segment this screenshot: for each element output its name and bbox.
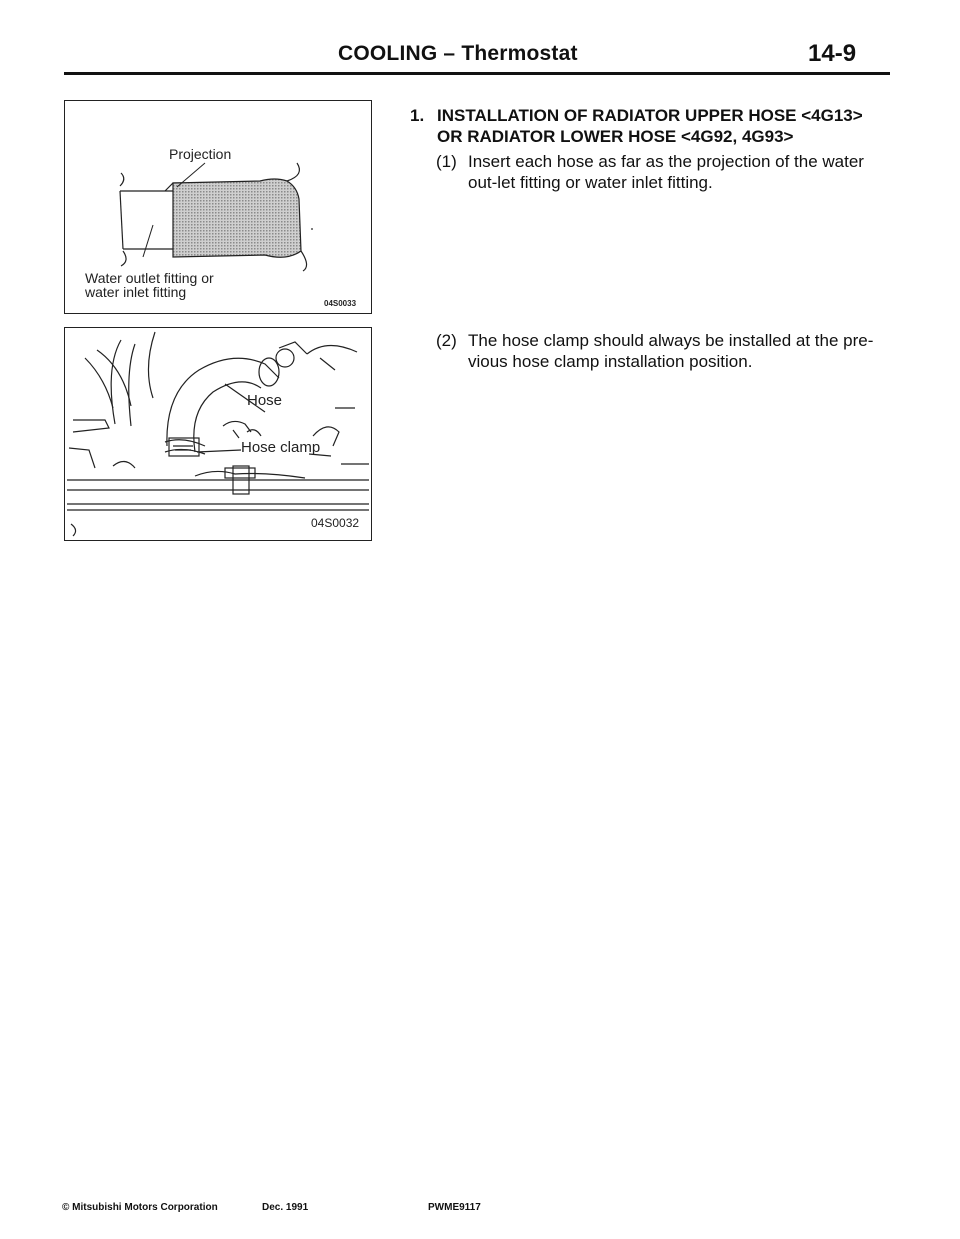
label-fitting-line1: Water outlet fitting or	[85, 270, 214, 286]
page-number: 14-9	[808, 40, 857, 67]
figure-hose-clamp	[64, 327, 372, 541]
figure-code: 04S0033	[324, 299, 357, 308]
figure-code: 04S0032	[311, 516, 360, 530]
step-number: (1)	[436, 152, 457, 171]
footer-copyright: © Mitsubishi Motors Corporation	[62, 1202, 218, 1213]
label-projection: Projection	[169, 146, 232, 162]
step-text: The hose clamp should always be installed at the pre-vious hose clamp installation position.	[468, 331, 874, 371]
label-hose-clamp: Hose clamp	[241, 439, 321, 456]
step-text: Insert each hose as far as the projection of the water out-let fitting or water inlet fitting.	[468, 152, 864, 192]
figure-projection	[64, 100, 372, 314]
step-1	[436, 151, 892, 195]
section-heading-text: INSTALLATION OF RADIATOR UPPER HOSE <4G13> OR RADIATOR LOWER HOSE <4G92, 4G93>	[437, 106, 863, 146]
step-number: (2)	[436, 331, 457, 350]
section-number: 1.	[410, 106, 425, 125]
footer-doc-code: PWME9117	[428, 1202, 481, 1213]
hose-clamp-illustration	[65, 328, 371, 540]
step-2	[436, 330, 892, 374]
header-rule	[64, 72, 890, 75]
footer-date: Dec. 1991	[262, 1202, 309, 1213]
page-title: COOLING – Thermostat	[338, 42, 578, 65]
label-hose: Hose	[247, 392, 283, 409]
label-fitting-line2: water inlet fitting	[85, 284, 187, 300]
